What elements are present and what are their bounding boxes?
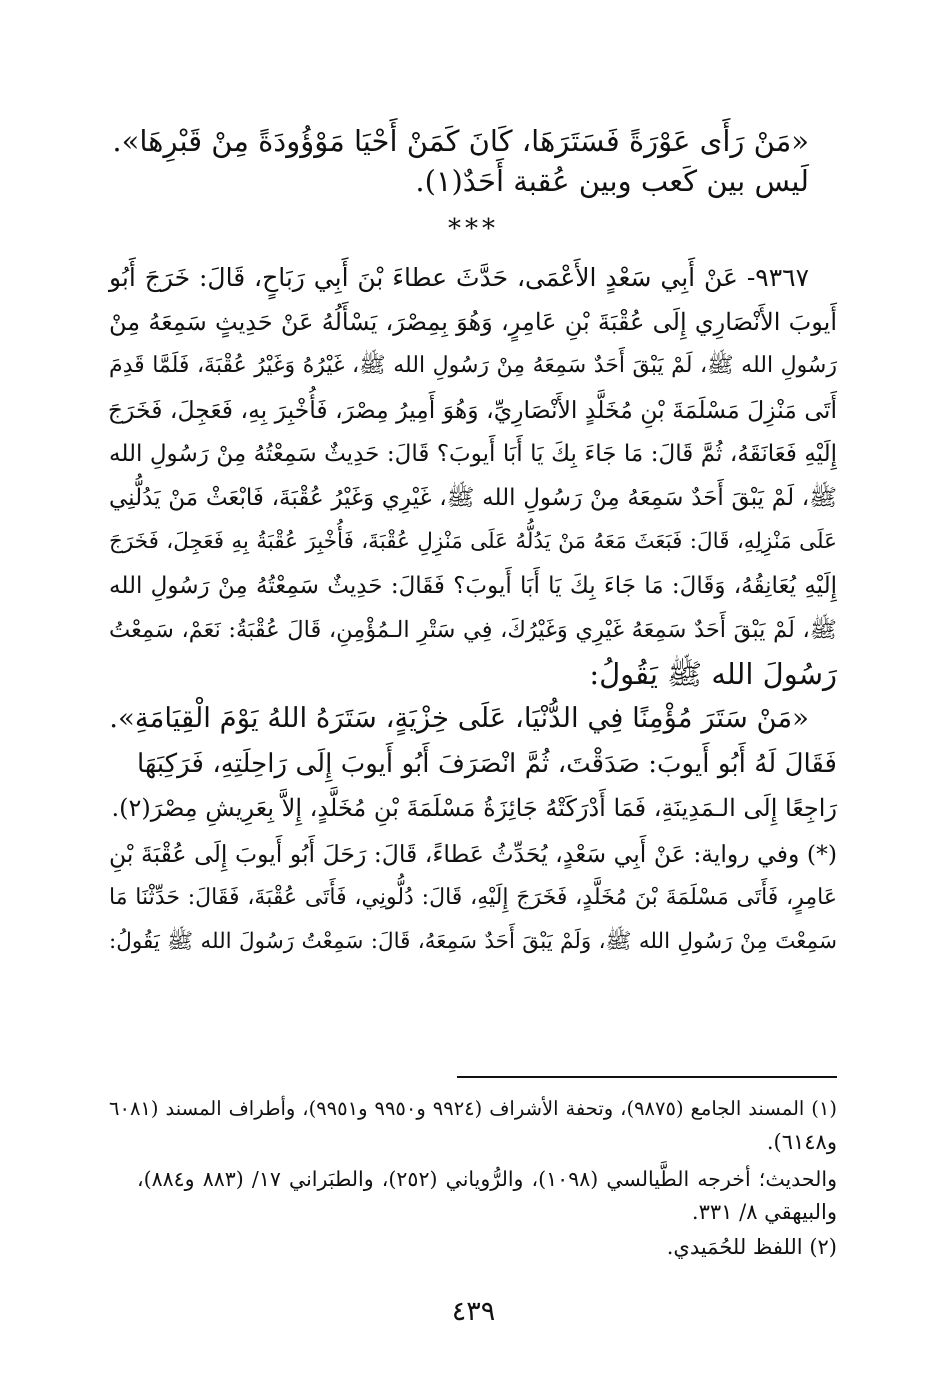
variant-narration-line: عَامِرٍ، فَأَتَى مَسْلَمَةَ بْنَ مُخَلَّدٍ، فَخَرَجَ إِلَيْهِ، قَالَ: دُلُّونِي، فَأَتَى عُقْبَةَ، فَقَالَ: حَدِّثْنَا مَا — [109, 885, 837, 910]
footnote-line: (٢) اللفظ للحُمَيدي. — [666, 1235, 837, 1259]
footnote-line: و٦١٤٨). — [766, 1130, 837, 1154]
hadith-line: رَسُولِ الله ﷺ، لَمْ يَبْقَ أَحَدٌ سَمِعَهُ مِنْ رَسُولِ الله ﷺ، غَيْرُهُ وَغَيْرُ عُقْبَةَ، فَلَمَّا قَدِمَ — [109, 353, 837, 378]
hadith-line: إِلَيْهِ يُعَانِقُهُ، وَقَالَ: مَا جَاءَ بِكَ يَا أَبَا أَيوبَ؟ فَقَالَ: حَدِيثٌ سَمِعْتُهُ مِنْ رَسُولِ الله — [109, 573, 837, 599]
hadith-line: أَتَى مَنْزِلَ مَسْلَمَةَ بْنِ مُخَلَّدٍ الأَنْصَارِيِّ، وَهُوَ أَمِيرُ مِصْرَ، فَأُخْبِرَ بِهِ، فَعَجِلَ، فَخَرَجَ — [107, 396, 837, 424]
footnote-line: والبيهقي ٨/ ٣٣١. — [691, 1200, 837, 1224]
hadith-line: رَاجِعًا إِلَى الـمَدِينَةِ، فَمَا أَدْرَكَتْهُ جَائِزَةُ مَسْلَمَةَ بْنِ مُخَلَّدٍ، إِلاَّ بِعَرِيشِ مِصْرَ(٢). — [111, 794, 837, 822]
hadith-quote-line: «مَنْ رَأَى عَوْرَةً فَسَتَرَهَا، كَانَ كَمَنْ أَحْيَا مَوْؤُودَةً مِنْ قَبْرِهَا». — [112, 124, 809, 158]
variant-narration-line: (*) وفي رواية: عَنْ أَبِي سَعْدٍ، يُحَدِّثُ عَطاءً، قَالَ: رَحَلَ أَبُو أَيوبَ إِلَى عُقْبَةَ بْنِ — [109, 840, 837, 868]
footnote-divider — [457, 1076, 837, 1078]
hadith-line: أَيوبَ الأَنْصَارِي إِلَى عُقْبَةَ بْنِ عَامِرٍ، وَهُوَ بِمِصْرَ، يَسْأَلُهُ عَنْ حَدِيثٍ سَمِعَهُ مِنْ — [109, 308, 837, 336]
hadith-line: عَلَى مَنْزِلِهِ، قَالَ: فَبَعَثَ مَعَهُ مَنْ يَدُلُّهُ عَلَى مَنْزِلِ عُقْبَةَ، فَأُخْبِرَ عُقْبَةُ بِهِ فَعَجِلَ، فَخَرَجَ — [109, 529, 837, 554]
hadith-line: إِلَيْهِ فَعَانَقَهُ، ثُمَّ قَالَ: مَا جَاءَ بِكَ يَا أَبَا أَيوبَ؟ قَالَ: حَدِيثٌ سَمِعْتُهُ مِنْ رَسُولِ الله — [109, 441, 837, 467]
variant-narration-line: سَمِعْتَ مِنْ رَسُولِ الله ﷺ، وَلَمْ يَبْقَ أَحَدٌ سَمِعَهُ، قَالَ: سَمِعْتُ رَسُولَ الله ﷺ يَقُولُ: — [109, 929, 837, 954]
hadith-line: رَسُولَ الله ﷺ يَقُولُ: — [589, 657, 837, 691]
narrator-note-line: لَيس بين كَعب وبين عُقبة أَحَدٌ(١). — [415, 164, 809, 198]
page-number: ٤٣٩ — [451, 1296, 496, 1327]
footnote-line: والحديث؛ أخرجه الطَّيالسي (١٠٩٨)، والرُّوياني (٢٥٢)، والطبَراني ١٧/ (٨٨٣ و٨٨٤)، — [137, 1167, 837, 1191]
hadith-line: ﷺ، لَمْ يَبْقَ أَحَدٌ سَمِعَهُ غَيْرِي وَغَيْرُكَ، فِي سَتْرِ الـمُؤْمِنِ، قَالَ عُقْبَةُ: نَعَمْ، سَمِعْتُ — [109, 617, 837, 643]
footnote-line: (١) المسند الجامع (٩٨٧٥)، وتحفة الأشراف (٩٩٢٤ و٩٩٥٠ و٩٩٥١)، وأطراف المسند (٦٠٨١ — [109, 1097, 838, 1120]
hadith-quote-line: «مَنْ سَتَرَ مُؤْمِنًا فِي الدُّنْيَا، عَلَى خِزْيَةٍ، سَتَرَهُ اللهُ يَوْمَ الْقِيَامَةِ». — [109, 702, 809, 734]
section-separator: *** — [448, 214, 499, 244]
hadith-line: ٩٣٦٧- عَنْ أَبِي سَعْدٍ الأَعْمَى، حَدَّثَ عطاءَ بْنَ أَبِي رَبَاحٍ، قَالَ: خَرَجَ أَبُو — [109, 263, 809, 292]
hadith-line: ﷺ، لَمْ يَبْقَ أَحَدٌ سَمِعَهُ مِنْ رَسُولِ الله ﷺ، غَيْرِي وَغَيْرُ عُقْبَةَ، فَابْعَثْ مَنْ يَدُلُّنِي — [109, 485, 837, 511]
hadith-line: فَقَالَ لَهُ أَبُو أَيوبَ: صَدَقْتَ، ثُمَّ انْصَرَفَ أَبُو أَيوبَ إِلَى رَاحِلَتِهِ، فَرَكِبَهَا — [137, 749, 837, 779]
